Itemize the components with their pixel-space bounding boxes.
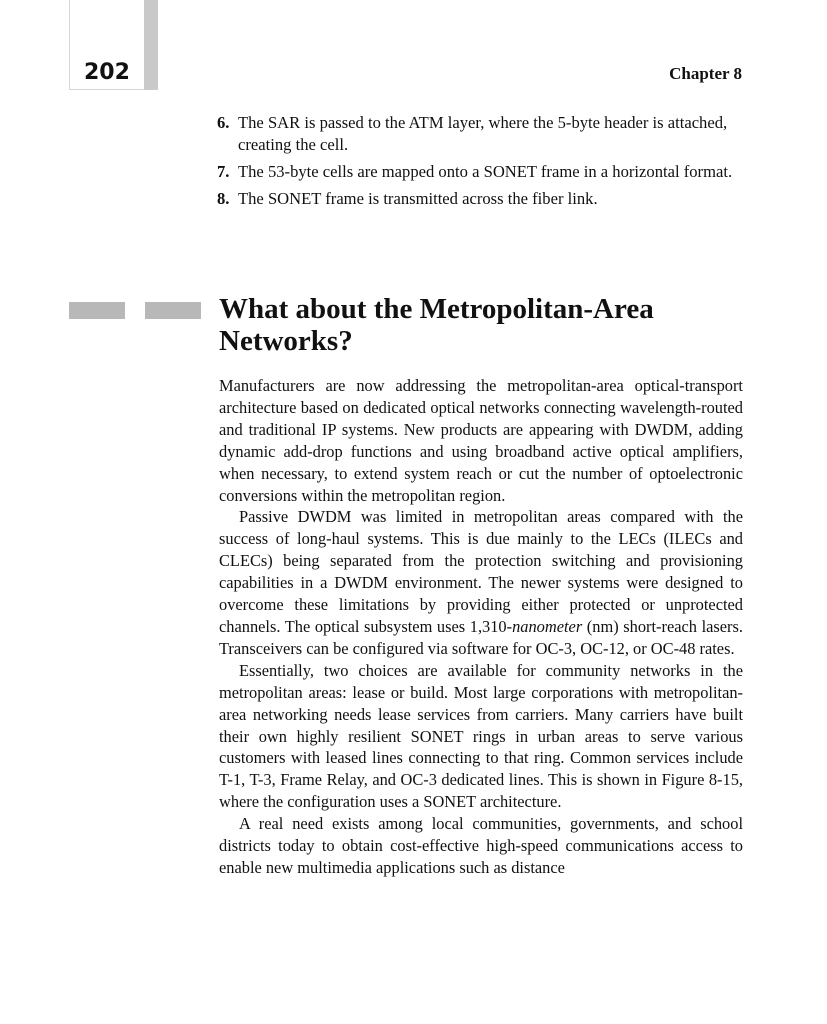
paragraph: A real need exists among local communities, governments, and school districts today to obtain cost-effective high-speed communications access to enable new multimedia applications such as distance [219,814,743,877]
section-marker-bar [145,302,201,319]
chapter-label: Chapter 8 [669,64,742,83]
paragraph-text: Passive DWDM was limited in metropolitan areas compared with the success of long-haul systems. This is due mainly to the LECs (ILECs and CLECs) being separated from the protection switching and provisioning capabilities in a DWDM environment. The newer systems were designed to overcome these limitations by providing either protected or unprotected channels. The optical subsystem uses 1,310- [219,507,743,636]
italic-term: nanometer [512,616,583,636]
paragraph: Manufacturers are now addressing the metropolitan-area optical-transport architecture based on dedicated optical networks connecting wavelength-routed and traditional IP systems. New products are appearing with DWDM, adding dynamic add-drop functions and using broadband active optical amplifiers, when necessary, to extend system reach or cut the number of optoelectronic conversions within the metropolitan region. [219,376,743,505]
page-number: 202 [84,60,130,85]
step-text: The 53-byte cells are mapped onto a SONET frame in a horizontal format. [238,162,733,181]
body-text [219,375,743,879]
step-number: 8. [217,189,230,208]
step-item [217,161,743,183]
section-heading: What about the Metropolitan-Area Networks? [219,293,654,357]
numbered-steps [217,112,743,215]
step-item [217,112,743,156]
step-number: 6. [217,113,230,132]
paragraph: Essentially, two choices are available for community networks in the metropolitan areas: lease or build. Most large corporations with metropolitan-area networking needs lease services from carriers. Many carriers have built their own highly resilient SONET rings in urban areas to serve various customers with leased lines connecting to that ring. Common services include T-1, T-3, Frame Relay, and OC-3 dedicated lines. This is shown in Figure 8-15, where the configuration uses a SONET architecture. [219,660,743,812]
section-marker-bar [69,302,125,319]
step-item [217,188,743,210]
paragraph-text: (nm) short-reach lasers. Transceivers can be configured via software for OC-3, OC-12, or OC-48 rates. [219,616,743,658]
page-number-bar [144,0,158,90]
step-text: The SONET frame is transmitted across the fiber link. [238,189,598,208]
step-text: The SAR is passed to the ATM layer, where the 5-byte header is attached, creating the cell. [238,113,728,154]
paragraph [219,506,743,659]
step-number: 7. [217,162,230,181]
